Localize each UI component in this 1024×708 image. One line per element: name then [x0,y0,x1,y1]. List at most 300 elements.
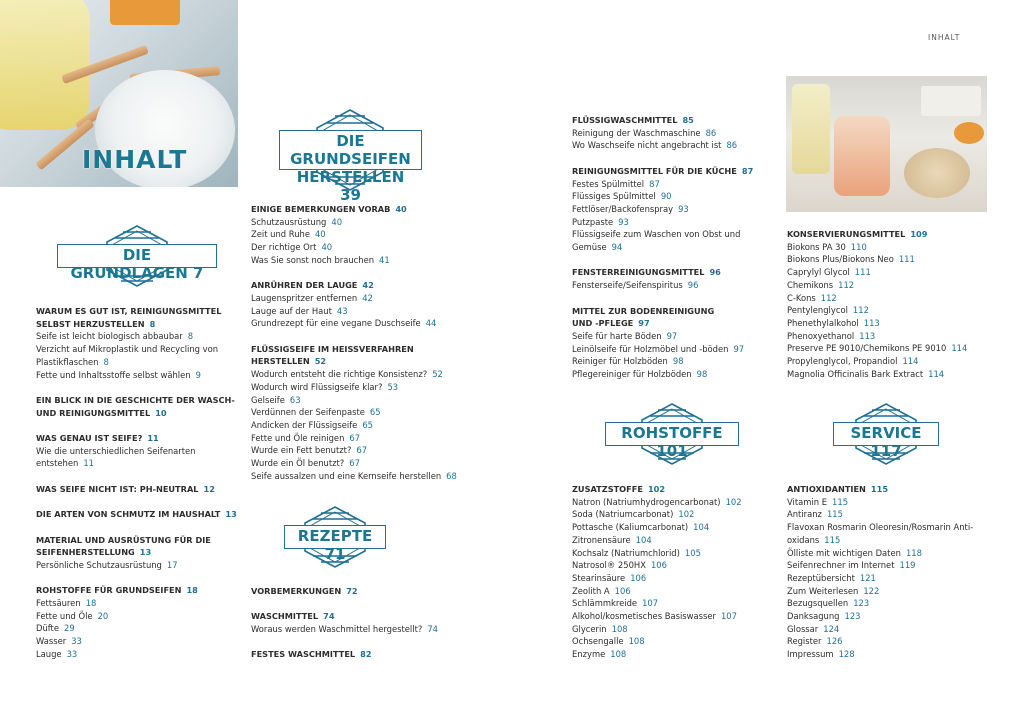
toc-entry-title: Düfte [36,623,59,634]
toc-entry-title: Natron (Natriumhydrogencarbonat) [572,496,721,507]
toc-entry[interactable] [251,216,457,229]
toc-entry-title: Preserve PE 9010/Chemikons PE 9010 [787,343,947,354]
toc-entry[interactable] [572,585,742,598]
toc-entry-title: Schlämmkreide [572,598,638,609]
toc-entry-title: ROHSTOFFE FÜR GRUNDSEIFEN [36,585,182,596]
page-number: 65 [369,407,381,418]
page-number: 10 [155,407,167,418]
toc-entry-title: Festes Spülmittel [572,178,645,189]
toc-entry[interactable] [787,496,973,509]
toc-entry-title: Stearinsäure [572,572,626,583]
toc-entry-title: Flüssiges Spülmittel [572,191,656,202]
page-number: 18 [186,585,198,596]
toc-entry[interactable] [572,547,742,560]
toc-entry-title: ZUSATZSTOFFE [572,484,643,494]
toc-entry-title: VORBEMERKUNGEN [251,586,342,596]
toc-entry-title: Pflegereiniger für Holzböden [572,369,692,380]
toc-entry[interactable] [572,597,742,610]
toc-entry-title: Grundrezept für eine vegane Duschseife [251,318,421,329]
page-number: 40 [331,216,343,227]
toc-entry-title: Wie die unterschiedlichen Seifenarten [36,445,196,456]
toc-entry[interactable] [787,585,973,598]
toc-entry-title: UND -PFLEGE [572,318,634,329]
toc-entry[interactable] [572,610,742,623]
toc-entry[interactable] [572,368,753,381]
toc-entry[interactable] [787,547,973,560]
toc-heading[interactable] [36,318,237,331]
toc-entry-title: Bezugsquellen [787,598,849,609]
toc-entry[interactable] [572,127,753,140]
toc-entry[interactable] [251,228,457,241]
toc-entry[interactable] [572,559,742,572]
toc-entry[interactable] [787,253,967,266]
toc-entry-title: SELBST HERZUSTELLEN [36,318,145,329]
toc-entry-title: Schutzausrüstung [251,216,327,227]
toc-entry-title: SEIFENHERSTELLUNG [36,547,135,558]
toc-entry-title: Phenethylalkohol [787,317,859,328]
toc-entry[interactable] [572,343,753,356]
toc-entry-title: Magnolia Officinalis Bark Extract [787,368,924,379]
badge-label-line1: DIE GRUNDSEIFEN [290,132,411,168]
toc-entry[interactable] [36,445,237,458]
toc-entry[interactable] [787,521,973,534]
page-number: 98 [696,369,708,380]
toc-heading[interactable] [572,317,753,330]
page-number: 102 [647,484,666,494]
page-number: 128 [838,649,855,660]
page-number: 52 [432,369,443,380]
toc-entry[interactable] [251,419,457,432]
toc-entry[interactable] [36,343,237,356]
toc-heading[interactable] [36,407,237,420]
toc-entry-title: Phenoxyethanol [787,330,855,341]
bottle [792,84,830,174]
toc-entry-title: Register [787,636,822,647]
toc-entry[interactable] [787,317,967,330]
toc-entry[interactable] [572,355,753,368]
toc-entry-title: REINIGUNGSMITTEL FÜR DIE KÜCHE [572,165,737,176]
toc-entry[interactable] [572,508,742,521]
toc-entry[interactable] [36,610,237,623]
toc-entry-title: Seifenrechner im Internet [787,560,895,571]
toc-entry[interactable] [36,330,237,343]
toc-entry[interactable] [572,228,753,241]
running-header: INHALT [928,33,961,42]
toc-heading[interactable] [572,483,742,496]
toc-entry[interactable] [251,368,457,381]
toc-entry-title: Plastikflaschen [36,356,99,367]
toc-entry[interactable] [572,330,753,343]
toc-entry-title: Caprylyl Glycol [787,267,850,278]
toc-entry-title: Zum Weiterlesen [787,585,859,596]
page-title: INHALT [82,145,188,174]
page-number: 112 [820,292,837,303]
toc-entry[interactable] [572,216,753,229]
page-number: 40 [321,242,333,253]
toc-entry-title: Was Sie sonst noch brauchen [251,254,375,265]
toc-heading[interactable] [36,394,237,407]
toc-entry[interactable] [572,635,742,648]
toc-entry[interactable] [251,317,457,330]
toc-heading[interactable] [36,546,237,559]
toc-entry-title: Verdünnen der Seifenpaste [251,407,365,418]
toc-entry[interactable] [787,597,973,610]
page-number: 115 [826,509,843,520]
toc-entry-title: Enzyme [572,649,606,660]
page-number: 65 [362,419,373,430]
toc-entry[interactable] [36,559,237,572]
toc-entry[interactable] [36,622,237,635]
toc-entry-title: Seife aussalzen und eine Kernseife herstellen [251,470,442,481]
toc-entry[interactable] [787,342,967,355]
toc-entry-title: Kochsalz (Natriumchlorid) [572,547,680,558]
page-number: 114 [928,368,945,379]
toc-entry[interactable] [787,635,973,648]
toc-entry[interactable] [572,279,753,292]
toc-heading[interactable] [787,483,973,496]
page-number: 106 [650,560,667,571]
toc-entry-title: Wodurch entsteht die richtige Konsistenz? [251,369,428,380]
toc-entry[interactable] [787,292,967,305]
toc-entry-title: Verzicht auf Mikroplastik und Recycling von [36,344,219,355]
jar [834,116,890,196]
toc-entry[interactable] [787,368,967,381]
section-badge-rohstoffe [605,402,739,466]
toc-entry-title: Fettsäuren [36,598,81,609]
toc-column-rohstoffe-cont [787,228,967,380]
toc-entry-title: Impressum [787,649,834,660]
section-badge-grundseifen [279,108,422,204]
toc-entry-title: WARUM ES GUT IST, REINIGUNGSMITTEL [36,306,222,316]
page-number: 90 [660,191,672,202]
page-number: 42 [362,280,374,291]
page-number: 124 [823,623,840,634]
badge-label [279,130,422,204]
page-number: 96 [687,280,699,291]
toc-heading[interactable] [572,266,753,279]
toc-entry-title: Chemikons [787,279,834,290]
toc-entry-title: Natrosol® 250HX [572,560,646,571]
page-number: 93 [618,216,629,227]
cover-photo-cosmetics [786,76,987,212]
toc-entry-title: Gemüse [572,242,607,253]
toc-entry[interactable] [572,241,753,254]
toc-entry-title: Reinigung der Waschmaschine [572,127,701,138]
page-number: 98 [672,356,684,367]
toc-heading[interactable] [36,584,237,597]
toc-entry[interactable] [36,457,237,470]
page-number: 122 [863,585,880,596]
toc-entry-title: MATERIAL UND AUSRÜSTUNG FÜR DIE [36,534,211,545]
toc-entry[interactable] [787,304,967,317]
toc-entry-title: WAS SEIFE NICHT IST: PH-NEUTRAL [36,483,199,494]
toc-entry[interactable] [572,496,742,509]
toc-entry[interactable] [36,369,237,382]
page-number: 123 [853,598,870,609]
toc-entry-title: WAS GENAU IST SEIFE? [36,433,143,443]
page-number: 18 [85,598,97,609]
toc-heading[interactable] [36,305,237,318]
page-number: 97 [666,330,678,341]
section-badge-service [833,402,939,466]
page-number: 40 [314,229,326,240]
toc-entry[interactable] [572,178,753,191]
page-number: 87 [649,178,660,189]
page-number: 107 [642,598,659,609]
page-number: 113 [863,317,880,328]
toc-entry-title: Zeolith A [572,585,610,596]
toc-entry-title: Rezeptübersicht [787,572,855,583]
page-number: 11 [147,433,159,443]
page-number: 17 [166,559,178,570]
toc-entry-title: Seife für harte Böden [572,330,662,341]
spacer [572,152,753,165]
badge-label-line2: HERSTELLEN 39 [296,168,405,204]
toc-entry[interactable] [787,330,967,343]
toc-entry-title: Putzpaste [572,216,614,227]
page-number: 123 [844,611,861,622]
spacer [36,470,237,483]
toc-entry-title: Laugenspritzer entfernen [251,292,358,303]
page-number: 9 [195,369,201,380]
page-number: 115 [832,496,849,507]
toc-entry-title: ANRÜHREN DER LAUGE [251,280,358,291]
page-number: 104 [693,522,710,533]
toc-heading[interactable] [36,534,237,547]
toc-heading[interactable] [572,305,753,318]
badge-label: DIE GRUNDLAGEN 7 [57,244,217,268]
toc-entry[interactable] [787,266,967,279]
toc-entry[interactable] [251,470,457,483]
toc-entry-title: Biokons Plus/Biokons Neo [787,254,894,265]
toc-entry[interactable] [572,648,742,661]
toc-entry[interactable] [251,305,457,318]
toc-entry-title: Alkohol/kosmetisches Basiswasser [572,611,716,622]
toc-heading[interactable] [251,648,438,661]
toc-heading[interactable] [251,610,438,623]
toc-entry-title: Flüssigseife zum Waschen von Obst und [572,229,741,240]
toc-entry[interactable] [36,635,237,648]
badge-label: SERVICE 117 [833,422,939,446]
page-number: 119 [899,560,916,571]
page-number: 29 [64,623,75,634]
toc-entry-title: FESTES WASCHMITTEL [251,649,356,660]
toc-entry-title: entstehen [36,458,79,469]
page-number: 114 [951,343,968,354]
page-number: 114 [902,356,919,367]
toc-entry[interactable] [787,572,973,585]
spacer [251,330,457,343]
spacer [36,521,237,534]
page-number: 102 [678,509,695,520]
toc-entry-title: Biokons PA 30 [787,241,846,252]
toc-entry-title: EIN BLICK IN DIE GESCHICHTE DER WASCH- [36,394,235,405]
spacer [36,572,237,585]
page-number: 97 [733,343,745,354]
toc-entry-title: Ölliste mit wichtigen Daten [787,547,901,558]
page-number: 108 [628,636,645,647]
page-number: 72 [346,586,358,596]
toc-heading[interactable] [572,165,753,178]
badge-label: REZEPTE 71 [284,525,386,549]
page-number: 93 [678,203,689,214]
glass-jar [0,0,90,130]
page-number: 85 [682,115,694,125]
toc-entry[interactable] [251,432,457,445]
page-number: 121 [859,572,876,583]
toc-entry-title: Zitronensäure [572,534,631,545]
toc-entry-title: C-Kons [787,292,816,303]
toc-heading[interactable] [36,508,237,521]
toc-heading[interactable] [251,343,457,356]
page-number: 112 [838,279,855,290]
toc-column-grundlagen [36,305,237,661]
page-number: 86 [705,127,717,138]
page-number: 42 [362,292,373,303]
toc-heading[interactable] [251,585,438,598]
toc-entry-title: Wo Waschseife nicht angebracht ist [572,140,722,151]
toc-heading[interactable] [251,203,457,216]
page-number: 112 [852,305,869,316]
toc-entry[interactable] [572,534,742,547]
spacer [251,267,457,280]
toc-entry-title: Vitamin E [787,496,828,507]
toc-entry[interactable] [572,572,742,585]
page-number: 106 [630,572,647,583]
badge-label: ROHSTOFFE 101 [605,422,739,446]
spacer [36,419,237,432]
page-number: 108 [610,649,627,660]
page-number: 106 [614,585,631,596]
toc-entry[interactable] [251,241,457,254]
page-number: 67 [349,458,360,469]
toc-heading[interactable] [36,483,237,496]
page-number: 8 [149,318,156,329]
page-number: 52 [314,356,327,367]
toc-heading[interactable] [251,279,457,292]
toc-entry-title: Fette und Öle [36,610,93,621]
toc-column-rohstoffe [572,483,742,661]
toc-entry[interactable] [787,610,973,623]
toc-entry-title: Lauge auf der Haut [251,305,332,316]
toc-entry[interactable] [36,597,237,610]
toc-entry[interactable] [787,508,973,521]
toc-entry[interactable] [251,406,457,419]
page-number: 94 [611,242,623,253]
spacer [572,292,753,305]
page-number: 109 [910,229,928,239]
toc-entry-title: Fensterseife/Seifenspiritus [572,280,683,291]
toc-entry[interactable] [787,648,973,661]
toc-entry[interactable] [572,203,753,216]
toc-entry-title: Andicken der Flüssigseife [251,419,358,430]
toc-entry-title: Gelseife [251,394,285,405]
toc-entry-title: MITTEL ZUR BODENREINIGUNG [572,305,715,316]
toc-entry-title: Wodurch wird Flüssigseife klar? [251,381,383,392]
toc-entry[interactable] [36,648,237,661]
section-badge-rezepte [284,505,386,569]
toc-entry[interactable] [787,534,973,547]
toc-entry[interactable] [572,521,742,534]
toc-entry[interactable] [787,355,967,368]
toc-heading[interactable] [251,355,457,368]
page-number: 115 [870,484,889,494]
round-soap [904,148,970,198]
toc-entry[interactable] [787,623,973,636]
toc-entry-title: HERSTELLEN [251,356,310,367]
toc-entry-title: Wurde ein Öl benutzt? [251,458,345,469]
page-number: 67 [356,445,368,456]
orange-slice [954,122,984,144]
toc-entry[interactable] [251,292,457,305]
page-number: 8 [187,331,194,342]
spacer [251,636,438,649]
toc-entry-title: Ochsengalle [572,636,624,647]
page-number: 13 [139,547,152,558]
page-number: 111 [898,254,915,265]
page-number: 33 [71,636,82,647]
page-number: 20 [97,610,109,621]
toc-entry[interactable] [572,623,742,636]
page-number: 68 [446,470,457,481]
toc-entry[interactable] [787,241,967,254]
page-number: 12 [203,483,215,494]
toc-entry-title: Reiniger für Holzböden [572,356,668,367]
toc-entry[interactable] [251,381,457,394]
page-number: 96 [709,267,721,278]
toc-entry-title: Soda (Natriumcarbonat) [572,509,674,520]
page-number: 102 [725,496,742,507]
toc-column-service [787,483,973,661]
toc-entry-title: Fettlöser/Backofenspray [572,203,674,214]
toc-entry-title: oxidans [787,534,820,545]
toc-entry[interactable] [572,139,753,152]
toc-entry-title: Persönliche Schutzausrüstung [36,559,162,570]
toc-entry[interactable] [36,356,237,369]
page-number: 74 [323,611,335,622]
toc-entry[interactable] [251,623,438,636]
page-number: 33 [66,648,78,659]
page-number: 43 [336,305,348,316]
toc-entry[interactable] [251,254,457,267]
toc-entry-title: Fette und Inhaltsstoffe selbst wählen [36,369,191,380]
toc-entry-title: Leinölseife für Holzmöbel und -böden [572,343,729,354]
spacer [572,254,753,267]
toc-entry[interactable] [251,394,457,407]
toc-entry-title: FENSTERREINIGUNGSMITTEL [572,267,705,278]
toc-entry-title: Wurde ein Fett benutzt? [251,445,352,456]
toc-entry[interactable] [572,190,753,203]
page-number: 11 [83,458,94,469]
toc-entry[interactable] [251,444,457,457]
page-number: 41 [379,254,390,265]
toc-entry-title: Woraus werden Waschmittel hergestellt? [251,624,423,635]
page-number: 113 [859,330,876,341]
page-number: 63 [289,394,301,405]
toc-entry-title: WASCHMITTEL [251,611,319,622]
page-number: 74 [427,624,438,635]
toc-heading[interactable] [787,228,967,241]
toc-entry[interactable] [787,279,967,292]
page-number: 8 [103,356,109,367]
section-badge-grundlagen [57,224,217,288]
toc-entry-title: Antiranz [787,509,822,520]
toc-heading[interactable] [572,114,753,127]
toc-entry[interactable] [251,457,457,470]
toc-heading[interactable] [36,432,237,445]
toc-entry-title: Propylenglycol, Propandiol [787,356,898,367]
toc-entry[interactable] [787,559,973,572]
